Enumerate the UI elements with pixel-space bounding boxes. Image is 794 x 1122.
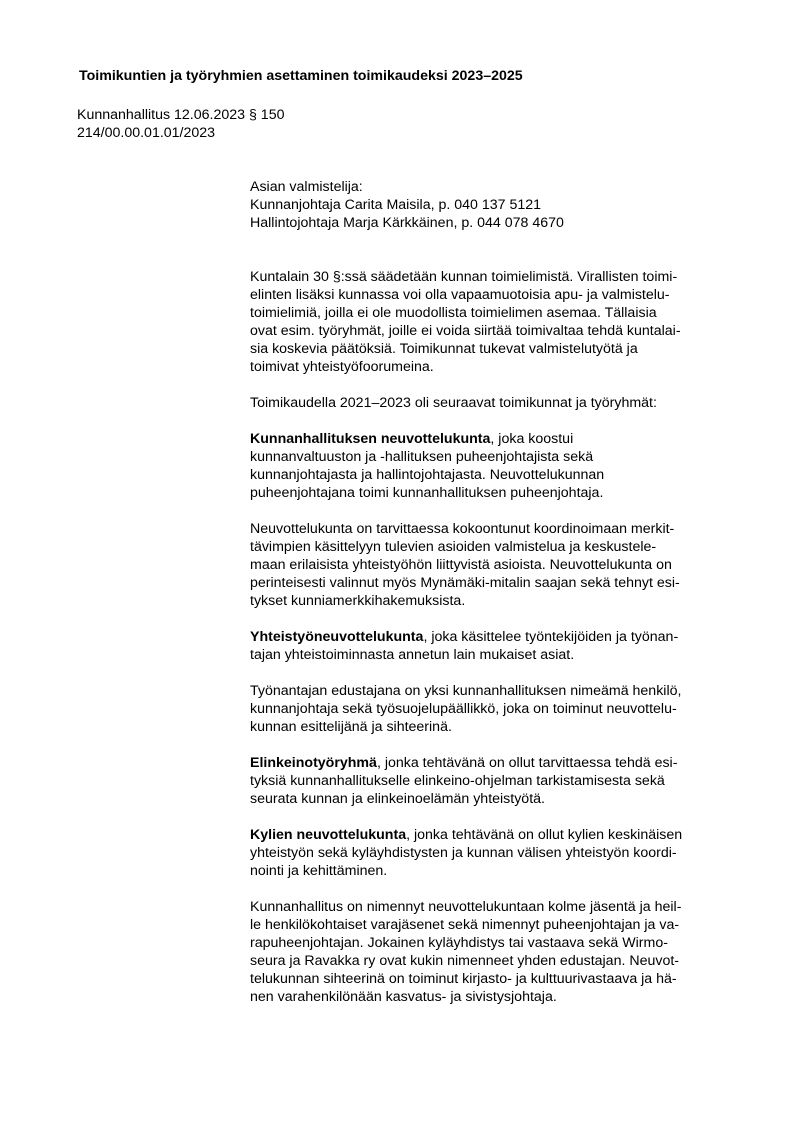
section-line: tyksiä kunnanhallitukselle elinkeino-ohjelman tarkistamisesta sekä xyxy=(250,773,665,789)
section-line: kunnanjohtaja sekä työsuojelupäällikkö, joka on toiminut neuvottelu- xyxy=(250,701,677,717)
section-yhteistyoneuvottelukunta xyxy=(250,628,740,736)
section-line: telukunnan sihteerinä on toiminut kirjasto- ja kulttuurivastaava ja hä- xyxy=(250,971,677,987)
section-name: Kunnanhallituksen neuvottelukunta xyxy=(250,431,491,447)
preparer-1: Kunnanjohtaja Carita Maisila, p. 040 137 5121 xyxy=(250,197,542,213)
section-first-line xyxy=(250,628,740,646)
section-line: kunnanjohtajasta ja hallintojohtajasta. Neuvottelukunnan xyxy=(250,467,605,483)
section-elinkeinotyoryhma xyxy=(250,754,740,808)
section-first-line xyxy=(250,430,740,448)
section-line: Työnantajan edustajana on yksi kunnanhallituksen nimeämä henkilö, xyxy=(250,683,682,699)
section-line: seurata kunnan ja elinkeinoelämän yhteistyötä. xyxy=(250,791,545,807)
meeting-line: Kunnanhallitus 12.06.2023 § 150 xyxy=(77,107,285,123)
section-first-rest: , jonka tehtävänä on ollut tarvittaessa tehdä esi- xyxy=(376,755,678,771)
section-name: Kylien neuvottelukunta xyxy=(250,827,407,843)
intro-line: elinten lisäksi kunnassa voi olla vapaamuotoisia apu- ja valmistelu- xyxy=(250,287,670,303)
section-line: Kunnanhallitus on nimennyt neuvottelukuntaan kolme jäsentä ja heil- xyxy=(250,899,682,915)
section-line: kunnan esittelijänä ja sihteerinä. xyxy=(250,719,452,735)
preparer-2: Hallintojohtaja Marja Kärkkäinen, p. 044 078 4670 xyxy=(250,215,564,231)
section-name: Elinkeinotyöryhmä xyxy=(250,755,377,771)
section-line: tajan yhteistoiminnasta annetun lain mukaiset asiat. xyxy=(250,647,575,663)
intro-line: toimivat yhteistyöfoorumeina. xyxy=(250,359,434,375)
section-name: Yhteistyöneuvottelukunta xyxy=(250,629,424,645)
section-line: Neuvottelukunta on tarvittaessa kokoontunut koordinoimaan merkit- xyxy=(250,521,675,537)
section-line: yhteistyön sekä kyläyhdistysten ja kunnan välisen yhteistyön koordi- xyxy=(250,845,677,861)
intro-line: toimielimiä, joilla ei ole muodollista toimielimen asemaa. Tällaisia xyxy=(250,305,657,321)
meeting-meta xyxy=(77,106,284,142)
document-title: Toimikuntien ja työryhmien asettaminen toimikaudeksi 2023–2025 xyxy=(79,68,523,84)
period-intro: Toimikaudella 2021–2023 oli seuraavat toimikunnat ja työryhmät: xyxy=(250,395,657,411)
intro-paragraph xyxy=(250,268,740,376)
section-line: rapuheenjohtajan. Jokainen kyläyhdistys tai vastaava sekä Wirmo- xyxy=(250,935,668,951)
diary-number: 214/00.00.01.01/2023 xyxy=(77,125,216,141)
preparers-heading: Asian valmistelija: xyxy=(250,179,363,195)
section-line: maan erilaisista yhteistyöhön liittyvistä asioista. Neuvottelukunta on xyxy=(250,557,672,573)
section-line: le henkilökohtaiset varajäsenet sekä nimennyt puheenjohtajan ja va- xyxy=(250,917,680,933)
section-line: tykset kunniamerkkihakemuksista. xyxy=(250,593,466,609)
section-first-line xyxy=(250,826,740,844)
section-line: perinteisesti valinnut myös Mynämäki-mitalin saajan sekä tehnyt esi- xyxy=(250,575,680,591)
intro-line: ovat esim. työryhmät, joille ei voida siirtää toimivaltaa tehdä kuntalai- xyxy=(250,323,681,339)
section-kylien-neuvottelukunta xyxy=(250,826,740,1006)
section-line: puheenjohtajana toimi kunnanhallituksen puheenjohtaja. xyxy=(250,485,604,501)
intro-line: sia koskevia päätöksiä. Toimikunnat tukevat valmistelutyötä ja xyxy=(250,341,638,357)
section-kunnanhallituksen-neuvottelukunta xyxy=(250,430,740,610)
section-line: nen varahenkilönään kasvatus- ja sivistysjohtaja. xyxy=(250,989,557,1005)
section-first-rest: , joka koostui xyxy=(490,431,574,447)
section-first-rest: , jonka tehtävänä on ollut kylien keskinäisen xyxy=(406,827,683,843)
section-line: tävimpien käsittelyyn tulevien asioiden valmistelua ja keskustele- xyxy=(250,539,657,555)
document-body xyxy=(250,178,740,1006)
section-first-line xyxy=(250,754,740,772)
intro-line: Kuntalain 30 §:ssä säädetään kunnan toimielimistä. Virallisten toimi- xyxy=(250,269,678,285)
section-first-rest: , joka käsittelee työntekijöiden ja työnan- xyxy=(423,629,679,645)
section-line: seura ja Ravakka ry ovat kukin nimenneet yhden edustajan. Neuvot- xyxy=(250,953,680,969)
section-line: kunnanvaltuuston ja -hallituksen puheenjohtajista sekä xyxy=(250,449,594,465)
section-line: nointi ja kehittäminen. xyxy=(250,863,388,879)
preparers-block xyxy=(250,178,740,232)
